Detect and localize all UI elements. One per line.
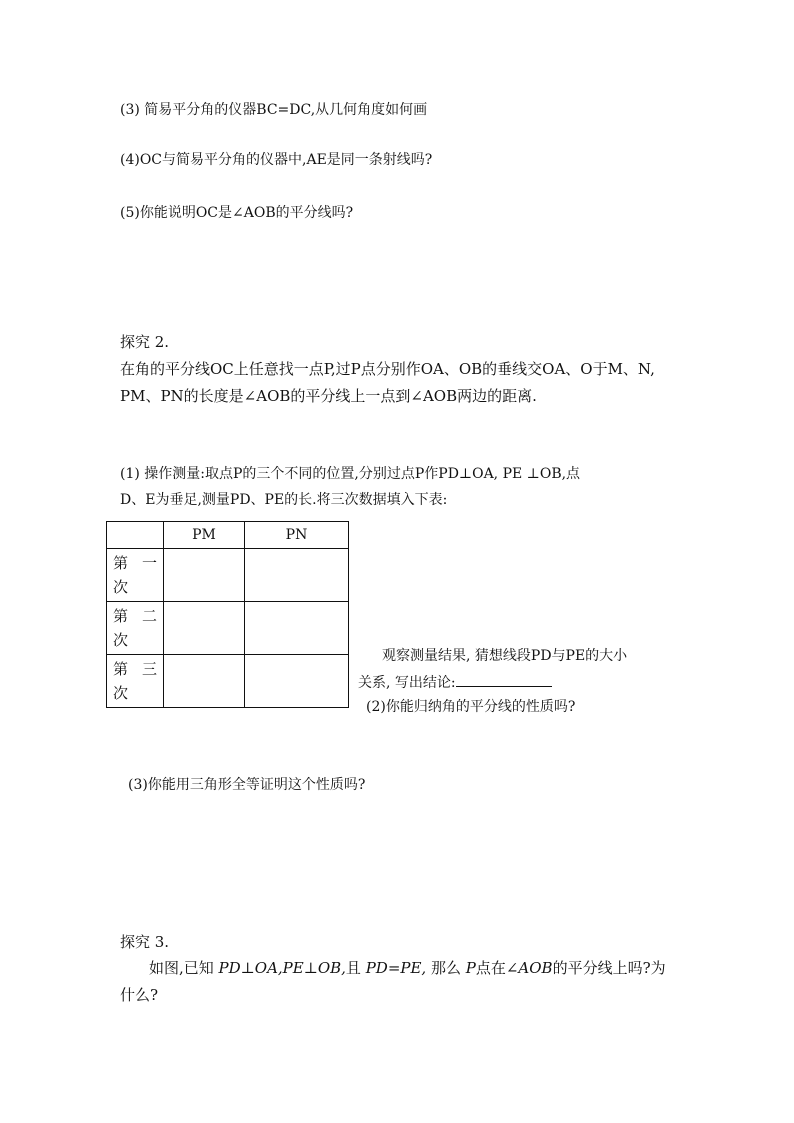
- explore-3-title: 探究 3.: [120, 933, 170, 951]
- explore-3-text: 那么: [426, 959, 466, 977]
- explore-3-text: 如图,已知: [149, 959, 219, 977]
- explore-3-math: PD=PE,: [365, 959, 427, 977]
- explore-3-line-2: 什么?: [120, 986, 159, 1004]
- explore-2-line-2: PM、PN的长度是∠AOB的平分线上一点到∠AOB两边的距离.: [120, 387, 537, 405]
- explore-3-text: 点在∠: [475, 959, 519, 977]
- observe-line-2: [358, 672, 552, 693]
- table-header-empty: [107, 522, 164, 549]
- explore-3-text: 且: [345, 959, 366, 977]
- table-cell-pn[interactable]: [245, 655, 349, 708]
- table-header-row: [107, 522, 349, 549]
- measurement-table: [106, 521, 349, 708]
- explore-3-math: PD⊥OA,PE⊥OB,: [218, 959, 346, 977]
- task-2: (2)你能归纳角的平分线的性质吗?: [366, 699, 576, 715]
- explore-3-math: P: [465, 959, 476, 977]
- table-row-label: 第 一 次: [107, 549, 164, 602]
- table-row-label: 第 三 次: [107, 655, 164, 708]
- explore-2-title: 探究 2.: [120, 333, 170, 351]
- table-header-pn: PN: [245, 522, 349, 549]
- question-3: (3) 简易平分角的仪器BC=DC,从几何角度如何画: [120, 102, 428, 118]
- table-row: [107, 549, 349, 602]
- table-row: [107, 655, 349, 708]
- table-row: [107, 602, 349, 655]
- table-cell-pm[interactable]: [164, 655, 245, 708]
- table-cell-pm[interactable]: [164, 602, 245, 655]
- table-header-pm: PM: [164, 522, 245, 549]
- conclusion-blank[interactable]: [456, 672, 552, 687]
- observe-line-1: 观察测量结果, 猜想线段PD与PE的大小: [382, 648, 628, 664]
- table-row-label: 第 二 次: [107, 602, 164, 655]
- task-1-line-2: D、E为垂足,测量PD、PE的长.将三次数据填入下表:: [120, 492, 448, 508]
- table-cell-pm[interactable]: [164, 549, 245, 602]
- explore-2-line-1: 在角的平分线OC上任意找一点P,过P点分别作OA、OB的垂线交OA、O于M、N,: [120, 360, 655, 378]
- table-cell-pn[interactable]: [245, 549, 349, 602]
- table-cell-pn[interactable]: [245, 602, 349, 655]
- question-4: (4)OC与简易平分角的仪器中,AE是同一条射线吗?: [120, 152, 433, 168]
- explore-3-line-1: [149, 955, 666, 981]
- task-3: (3)你能用三角形全等证明这个性质吗?: [128, 777, 366, 793]
- question-5: (5)你能说明OC是∠AOB的平分线吗?: [120, 205, 354, 221]
- task-1-line-1: (1) 操作测量:取点P的三个不同的位置,分别过点P作PD⊥OA, PE ⊥OB,点: [120, 466, 581, 482]
- observe-conclusion-label: 关系, 写出结论:: [358, 675, 456, 691]
- explore-3-text: 的平分线上吗?为: [552, 959, 666, 977]
- explore-3-math: AOB: [518, 959, 553, 977]
